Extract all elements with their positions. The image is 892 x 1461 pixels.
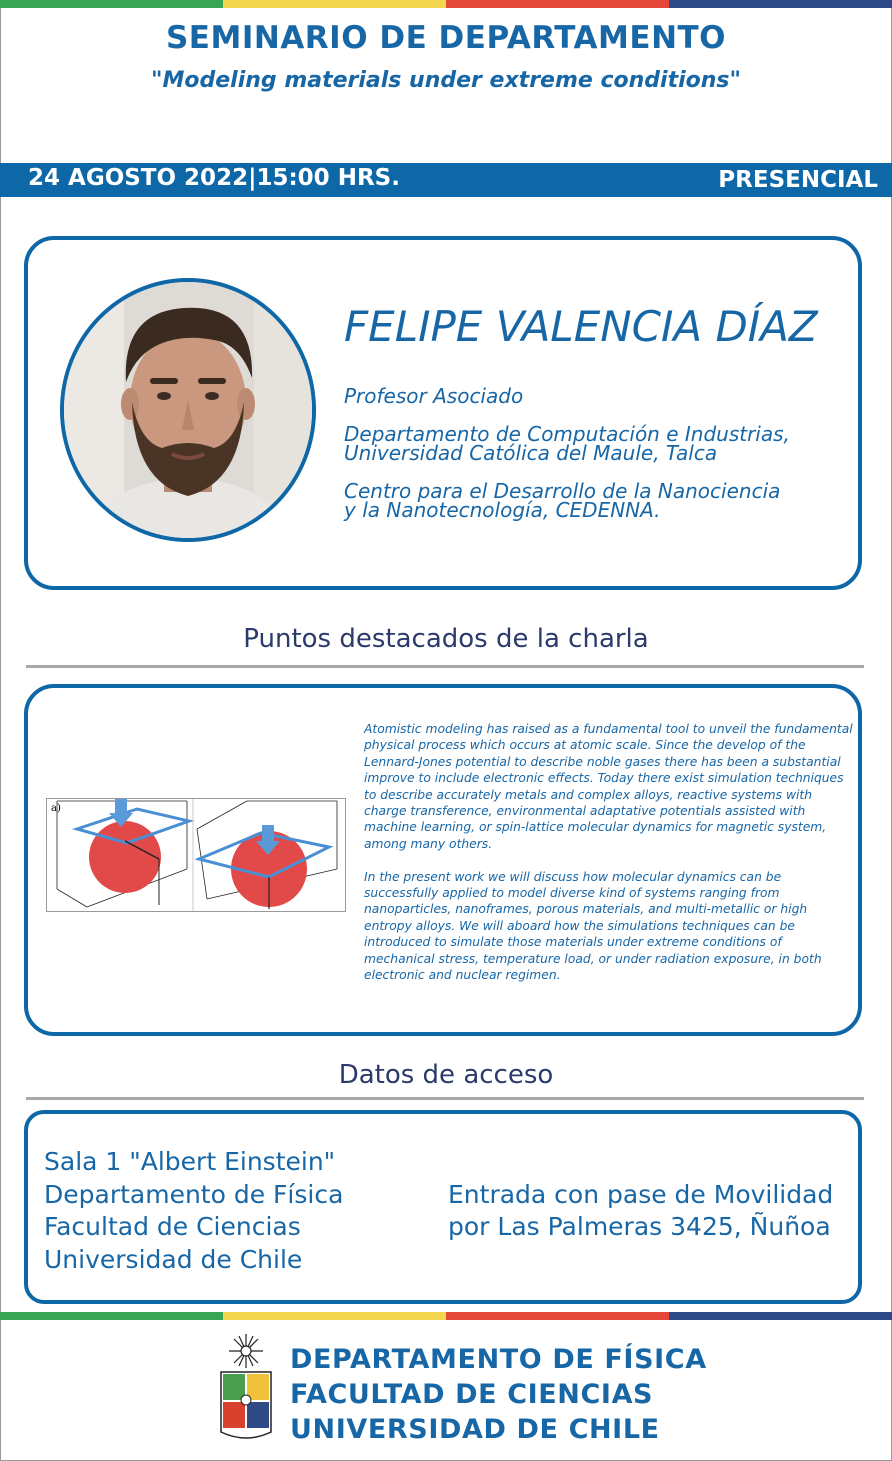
speaker-photo xyxy=(60,278,316,542)
access-card xyxy=(24,1110,862,1304)
footer-faculty: FACULTAD DE CIENCIAS xyxy=(290,1379,654,1410)
bottom-color-stripe xyxy=(0,1312,892,1320)
highlights-divider xyxy=(26,665,864,668)
venue-department: Departamento de Física xyxy=(44,1179,344,1209)
speaker-affiliation-1-line-1: Departamento de Computación e Industrias, xyxy=(344,422,790,446)
footer-university: UNIVERSIDAD DE CHILE xyxy=(290,1414,660,1445)
figure-panel-label: a) xyxy=(51,803,61,814)
attendance-mode: PRESENCIAL xyxy=(718,167,878,193)
speaker-position: Profesor Asociado xyxy=(344,384,524,408)
abstract-card xyxy=(24,684,862,1036)
university-crest-icon xyxy=(218,1332,274,1442)
simulation-figure xyxy=(46,798,346,912)
speaker-affiliation-2-line-1: Centro para el Desarrollo de la Nanociencia xyxy=(344,479,781,503)
speaker-affiliation-1-line-2: Universidad Católica del Maule, Talca xyxy=(344,441,718,465)
abstract-paragraph-2: In the present work we will discuss how molecular dynamics can be successfully applied to model diverse kind of systems ranging from nanoparticles, nanoframes, porous materials, and multi-metallic or high entropy alloys. We will aboard how the simulations techniques can be introduced to simulate those materials under extreme conditions of mechanical stress, temperature load, or under radiation exposure, in both electronic and nuclear regimen. xyxy=(364,869,822,983)
footer-department: DEPARTAMENTO DE FÍSICA xyxy=(290,1344,707,1375)
access-divider xyxy=(26,1097,864,1100)
entry-address: por Las Palmeras 3425, Ñuñoa xyxy=(448,1212,831,1241)
top-color-stripe xyxy=(0,0,892,8)
highlights-heading: Puntos destacados de la charla xyxy=(243,624,649,654)
seminar-title: SEMINARIO DE DEPARTAMENTO xyxy=(165,20,727,56)
abstract-paragraph-1: Atomistic modeling has raised as a fundamental tool to unveil the fundamental physical process which occurs at atomic scale. Since the develop of the Lennard-Jones potential to describe noble gases there has been a substantial improve to include electronic effects. Today there exist simulation techniques to describe accurately metals and complex alloys, reactive systems with charge transference, environmental adaptative potentials assisted with machine learning, or spin-lattice molecular dynamics for magnetic system, among many others. xyxy=(364,722,853,851)
entry-requirement: Entrada con pase de Movilidad xyxy=(448,1179,834,1209)
speaker-name: FELIPE VALENCIA DÍAZ xyxy=(344,302,818,351)
abstract-text xyxy=(364,721,854,983)
venue-room: Sala 1 "Albert Einstein" xyxy=(44,1147,336,1176)
date-time: 24 AGOSTO 2022|15:00 HRS. xyxy=(28,165,400,191)
speaker-affiliation-2-line-2: y la Nanotecnología, CEDENNA. xyxy=(344,498,661,522)
venue-faculty: Facultad de Ciencias xyxy=(44,1212,301,1241)
talk-title: "Modeling materials under extreme conditions" xyxy=(151,68,741,93)
access-heading: Datos de acceso xyxy=(338,1060,554,1090)
speaker-card xyxy=(24,236,862,590)
info-bar xyxy=(0,163,892,197)
venue-university: Universidad de Chile xyxy=(44,1244,303,1274)
